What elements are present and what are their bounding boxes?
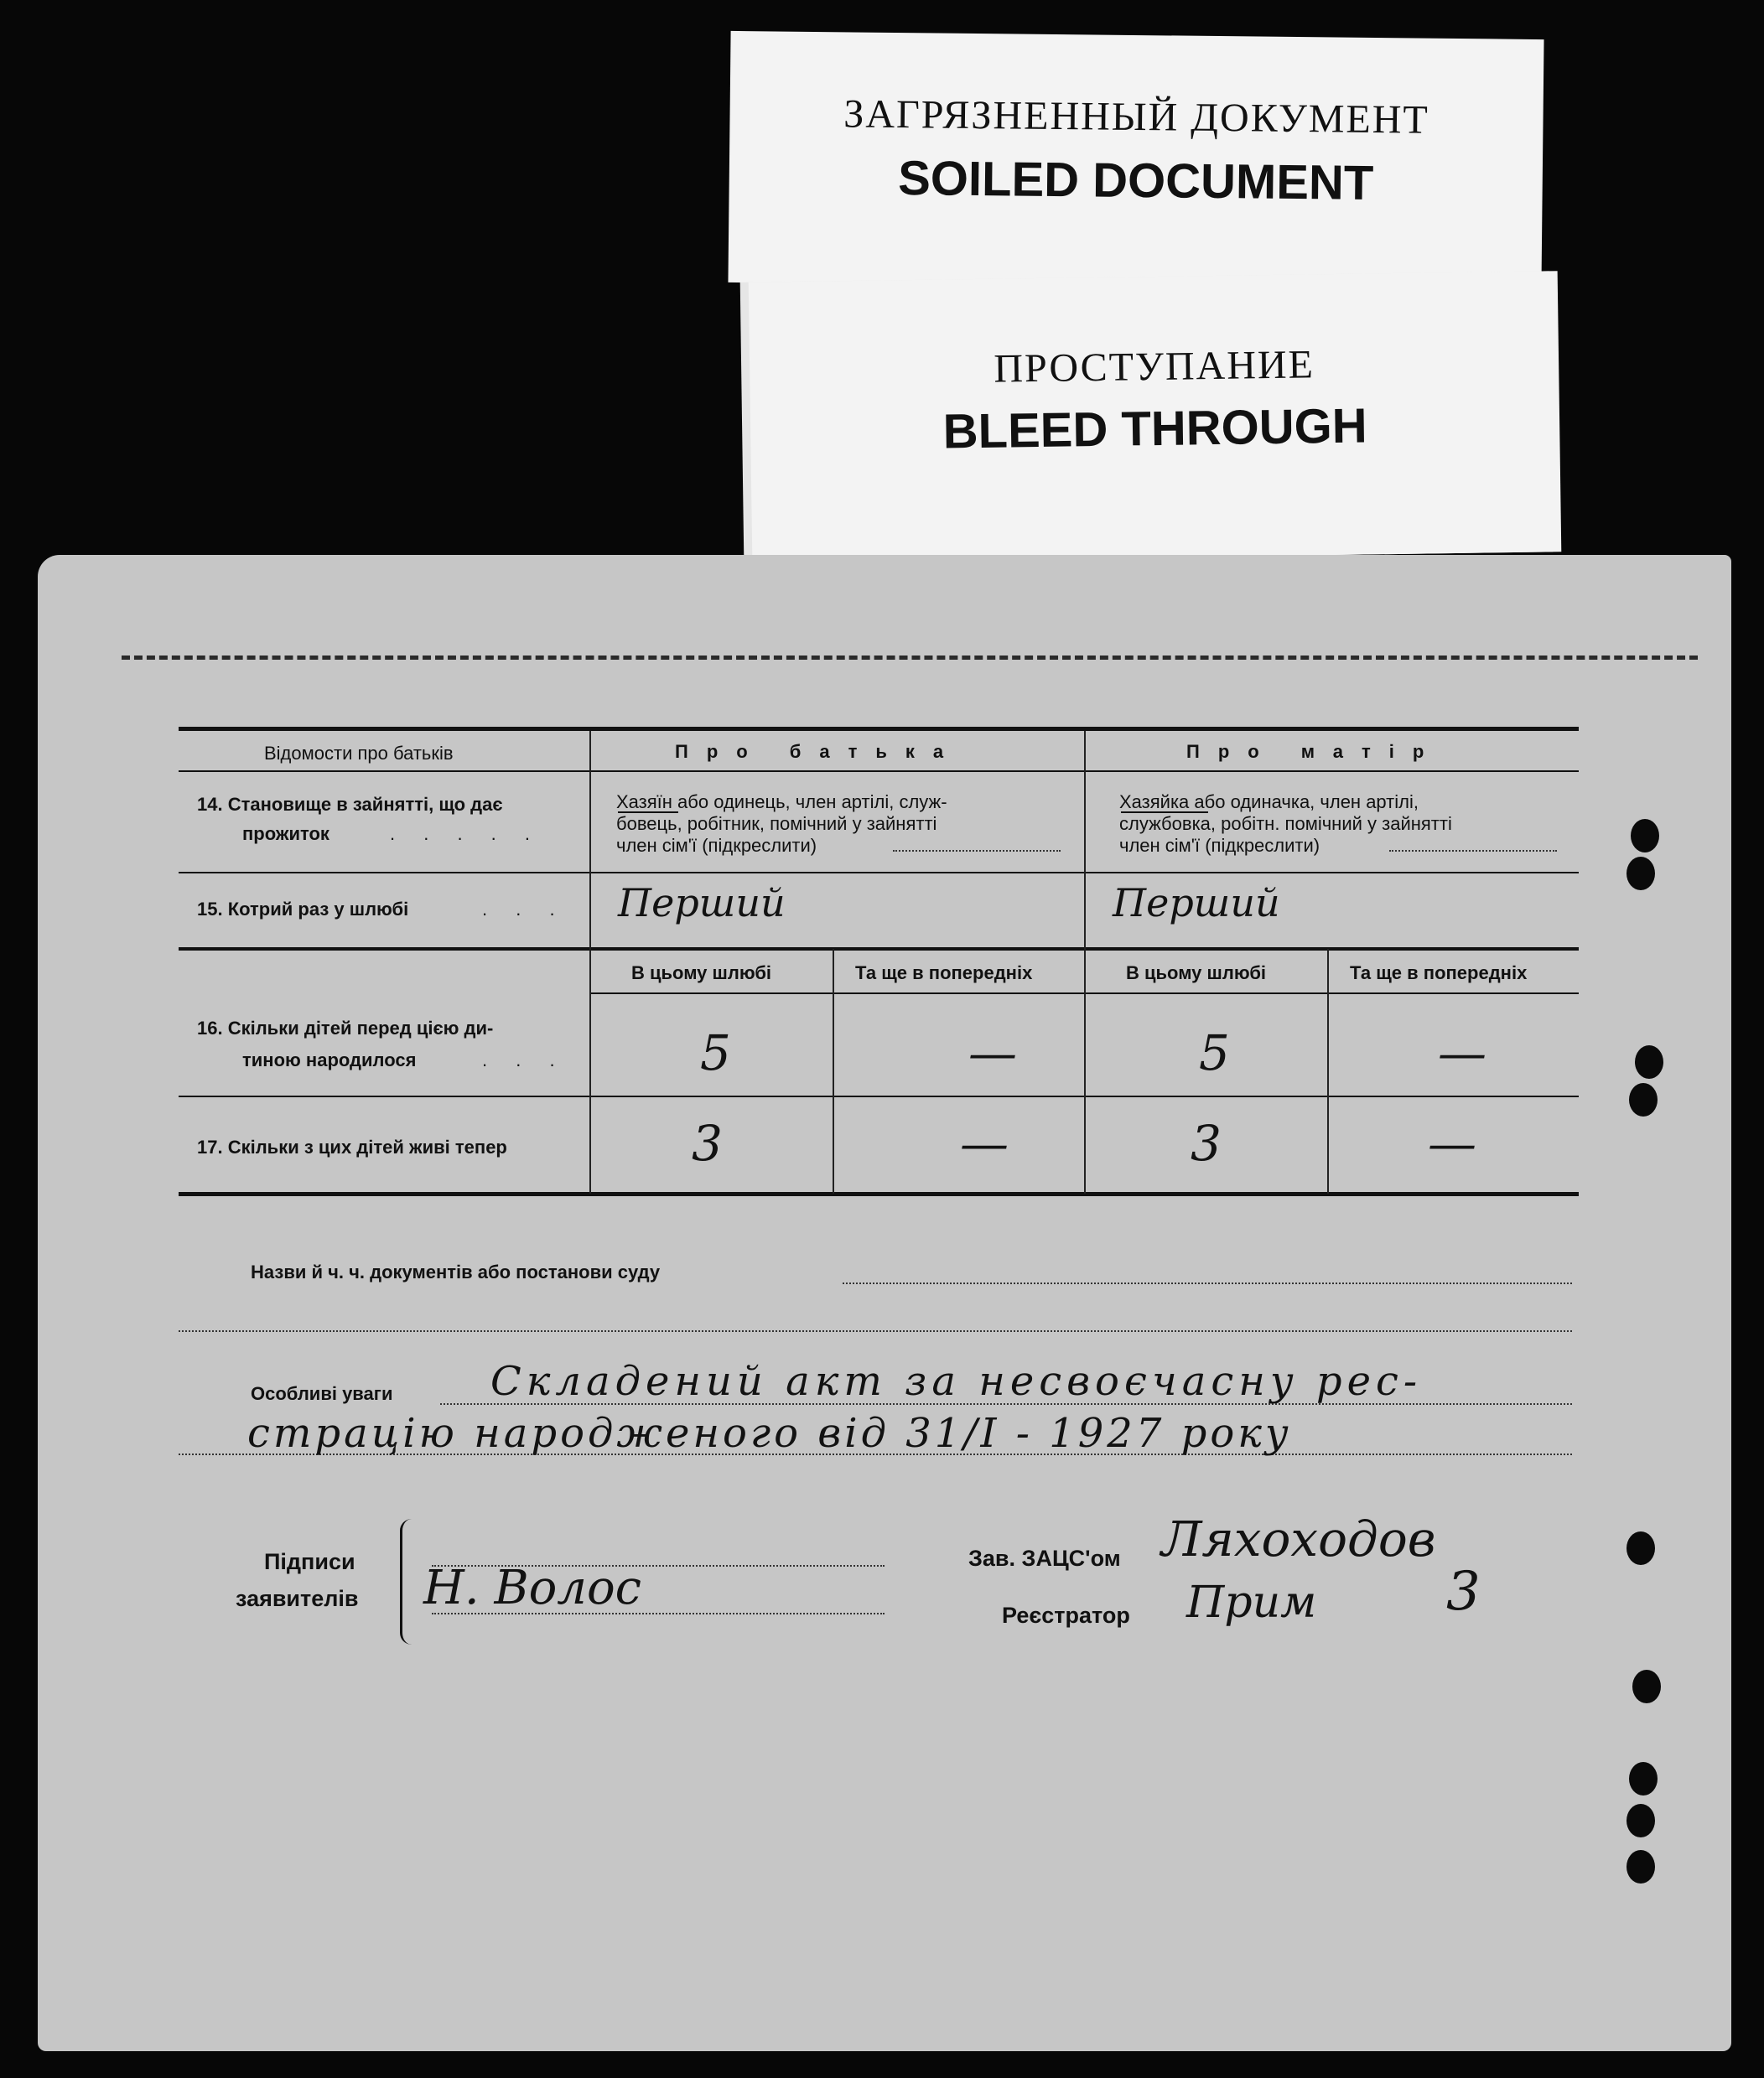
remarks-text-line-2: страцію народженого від 31/І - 1927 року	[247, 1410, 1292, 1457]
row14-leader: . . . . .	[390, 823, 542, 844]
header-mother: Про матір	[1186, 741, 1443, 762]
row16-label: 16. Скільки дітей перед цією ди-	[197, 1018, 494, 1039]
row15-father-value: Перший	[618, 880, 786, 925]
soiled-label-russian: ЗАГРЯЗНЕННЫЙ ДОКУМЕНТ	[843, 91, 1430, 143]
mother-options-line-2: службовка, робітн. помічний у зайнятті	[1119, 813, 1452, 834]
applicants-label-2: заявителів	[236, 1586, 359, 1611]
applicants-brace	[400, 1519, 419, 1645]
soiled-document-label	[728, 31, 1544, 291]
subheader-father-this: В цьому шлюбі	[631, 962, 772, 983]
head-of-office-label: Зав. ЗАЦС'ом	[968, 1546, 1121, 1571]
perforation-line	[122, 656, 1698, 660]
row16-leader: . . .	[482, 1049, 567, 1070]
row17-mother-prev: —	[1428, 1115, 1476, 1172]
applicant-signature: Н. Волос	[423, 1561, 642, 1615]
father-options-line-3: член сім'ї (підкреслити)	[616, 835, 817, 856]
punch-hole	[1632, 1670, 1661, 1703]
punch-hole	[1627, 1804, 1655, 1837]
father-options-line-1: Хазяїн або одинець, член артілі, служ-	[616, 791, 947, 812]
father-underline-mark	[618, 811, 678, 813]
head-of-office-signature: Ляхоходов	[1161, 1511, 1436, 1568]
header-father: Про батька	[675, 741, 962, 762]
row17-father-this: 3	[692, 1115, 723, 1172]
header-info: Відомости про батьків	[264, 743, 454, 764]
registrar-signature: Прим	[1186, 1578, 1317, 1628]
row16-mother-this: 5	[1199, 1024, 1230, 1081]
documents-dotted-line-1	[843, 1283, 1572, 1284]
row15-mother-value: Перший	[1113, 880, 1280, 925]
soiled-label-english: SOILED DOCUMENT	[897, 151, 1374, 210]
documents-label: Назви й ч. ч. документів або постанови суду	[251, 1262, 661, 1283]
remarks-label: Особливі уваги	[251, 1383, 393, 1404]
punch-hole	[1627, 1850, 1655, 1884]
row16-father-this: 5	[700, 1024, 731, 1081]
row14-mother-options	[1119, 791, 1572, 857]
punch-hole	[1627, 1531, 1655, 1565]
row15-rule	[179, 947, 1579, 951]
col-divider-mother	[1327, 949, 1329, 1194]
form-sheet	[38, 555, 1731, 2051]
row16-rule	[179, 1096, 1579, 1097]
subheader-mother-this: В цьому шлюбі	[1126, 962, 1267, 983]
registrar-number: 3	[1446, 1561, 1481, 1623]
row17-mother-this: 3	[1191, 1115, 1222, 1172]
punch-hole	[1627, 857, 1655, 890]
registrar-label: Реєстратор	[1002, 1603, 1130, 1628]
father-options-line-2: бовець, робітник, помічний у зайнятті	[616, 813, 937, 834]
mother-options-line-3: член сім'ї (підкреслити)	[1119, 835, 1320, 856]
row14-label: 14. Становище в зайнятті, що дає	[197, 794, 503, 815]
mother-underline-mark	[1121, 811, 1208, 813]
row17-father-prev: —	[960, 1115, 1009, 1172]
punch-hole	[1629, 1083, 1658, 1117]
row15-leader: . . .	[482, 899, 567, 920]
father-options-dots	[893, 850, 1061, 852]
row14-label-cont: прожиток	[242, 823, 329, 844]
row16-mother-prev: —	[1438, 1024, 1486, 1081]
mother-options-line-1: Хазяйка або одиначка, член артілі,	[1119, 791, 1419, 812]
table-top-rule	[179, 727, 1579, 731]
col-divider-2	[1084, 731, 1086, 1194]
header-rule	[179, 770, 1579, 772]
col-divider-1	[589, 731, 591, 1194]
bleed-through-label	[749, 271, 1562, 562]
subheader-father-prev: Та ще в попередніх	[855, 962, 1033, 983]
row17-label: 17. Скільки з цих дітей живі тепер	[197, 1137, 507, 1158]
row16-label-cont: тиною народилося	[242, 1049, 417, 1070]
table-bottom-rule	[179, 1192, 1579, 1196]
bleed-label-english: BLEED THROUGH	[942, 398, 1368, 459]
row14-rule	[179, 872, 1579, 873]
row14-father-options	[616, 791, 1069, 857]
punch-hole	[1631, 819, 1659, 852]
applicants-label-1: Підписи	[264, 1549, 355, 1574]
row16-father-prev: —	[968, 1024, 1017, 1081]
punch-hole	[1629, 1762, 1658, 1796]
punch-hole	[1635, 1045, 1663, 1079]
remarks-text-line-1: Складений акт за несвоєчасну рес-	[490, 1358, 1423, 1405]
bleed-label-russian: ПРОСТУПАНИЕ	[994, 342, 1315, 391]
row15-label: 15. Котрий раз у шлюбі	[197, 899, 409, 920]
mother-options-dots	[1389, 850, 1557, 852]
col-divider-father	[833, 949, 834, 1194]
subheader-mother-prev: Та ще в попередніх	[1350, 962, 1528, 983]
documents-dotted-line-2	[179, 1330, 1572, 1332]
